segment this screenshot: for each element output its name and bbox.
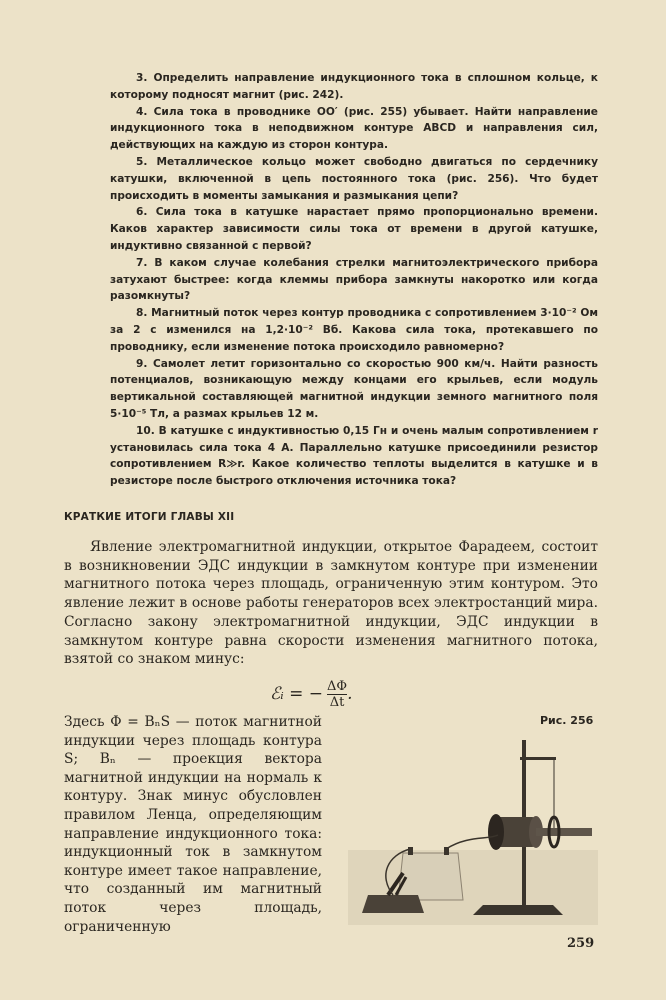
formula-lhs: ℰᵢ = − xyxy=(270,684,324,704)
coil-end-left xyxy=(488,814,504,850)
page-number: 259 xyxy=(567,936,595,951)
problem-5: 5. Металлическое кольцо может свободно двигаться по сердечнику катушки, включенной в цепь постоянного тока (рис. 256). Что будет происходить в моменты замыкания и размыкания цепи? xyxy=(110,155,598,202)
problem-4: 4. Сила тока в проводнике OO′ (рис. 255) убывает. Найти направление индукционного тока в неподвижном контуре ABCD и направления сил, действующих на каждую из сторон контура. xyxy=(110,105,598,152)
problems-list xyxy=(110,70,598,490)
problem-7: 7. В каком случае колебания стрелки магнитоэлектрического прибора затухают быстрее: когда клеммы прибора замкнуты накоротко или когда разомкнуты? xyxy=(110,256,598,303)
formula-denominator: Δt xyxy=(329,694,345,710)
formula-numerator: ΔΦ xyxy=(327,678,348,694)
formula-end: . xyxy=(347,684,353,704)
emf-formula xyxy=(270,674,352,714)
battery-box xyxy=(398,853,463,900)
problem-10: 10. В катушке с индуктивностью 0,15 Гн и очень малым сопротивлением r установилась сила тока 4 А. Параллельно катушке присоединили резистор сопротивлением R≫r. Какое количество теплоты выделится в катушке и в резисторе после быстрого отключения источника тока? xyxy=(110,424,598,488)
problem-8: 8. Магнитный поток через контур проводника с сопротивлением 3·10⁻² Ом за 2 с изменился на 1,2·10⁻² Вб. Какова сила тока, протекавшего по проводнику, если изменение потока происходило равномерно? xyxy=(110,307,598,353)
stand-base xyxy=(473,905,563,915)
explanation-paragraph: Здесь Φ = BₙS — поток магнитной индукции через площадь контура S; Bₙ — проекция вектора магнитной индукции на нормаль к контуру. Знак минус обусловлен правилом Ленца, определяющим направление индукционного тока: индукционный ток в замкнутом контуре имеет такое направление, что созданный им магнитный поток через площадь, ограниченную xyxy=(64,714,322,935)
problem-6: 6. Сила тока в катушке нарастает прямо пропорционально времени. Каков характер зависимости силы тока от времени в другой катушке, индуктивно связанной с первой? xyxy=(110,206,598,252)
problem-3: 3. Определить направление индукционного тока в сплошном кольце, к которому подносят магнит (рис. 242). xyxy=(110,72,598,101)
iron-core xyxy=(536,828,592,836)
summary-paragraph: Явление электромагнитной индукции, открытое Фарадеем, состоит в возникновении ЭДС индукции в замкнутом контуре при изменении магнитного потока через площадь, ограниченную этим контуром. Это явление лежит в основе работы генераторов всех электростанций мира. Согласно закону электромагнитной индукции, ЭДС индукции в замкнутом контуре равна скорости изменения магнитного потока, взятой со знаком минус: xyxy=(64,539,598,668)
figure-256-coil-apparatus xyxy=(348,735,598,925)
stand-arm xyxy=(520,757,556,760)
problem-9: 9. Самолет летит горизонтально со скоростью 900 км/ч. Найти разность потенциалов, возникающую между концами его крыльев, если модуль вертикальной составляющей магнитной индукции земного магнитного поля 5·10⁻⁵ Тл, а размах крыльев 12 м. xyxy=(110,357,598,420)
figure-caption: Рис. 256 xyxy=(540,714,594,727)
switch-base xyxy=(362,895,424,913)
section-heading: КРАТКИЕ ИТОГИ ГЛАВЫ XII xyxy=(64,511,235,523)
battery-terminal xyxy=(408,847,413,855)
formula-fraction xyxy=(327,679,347,710)
